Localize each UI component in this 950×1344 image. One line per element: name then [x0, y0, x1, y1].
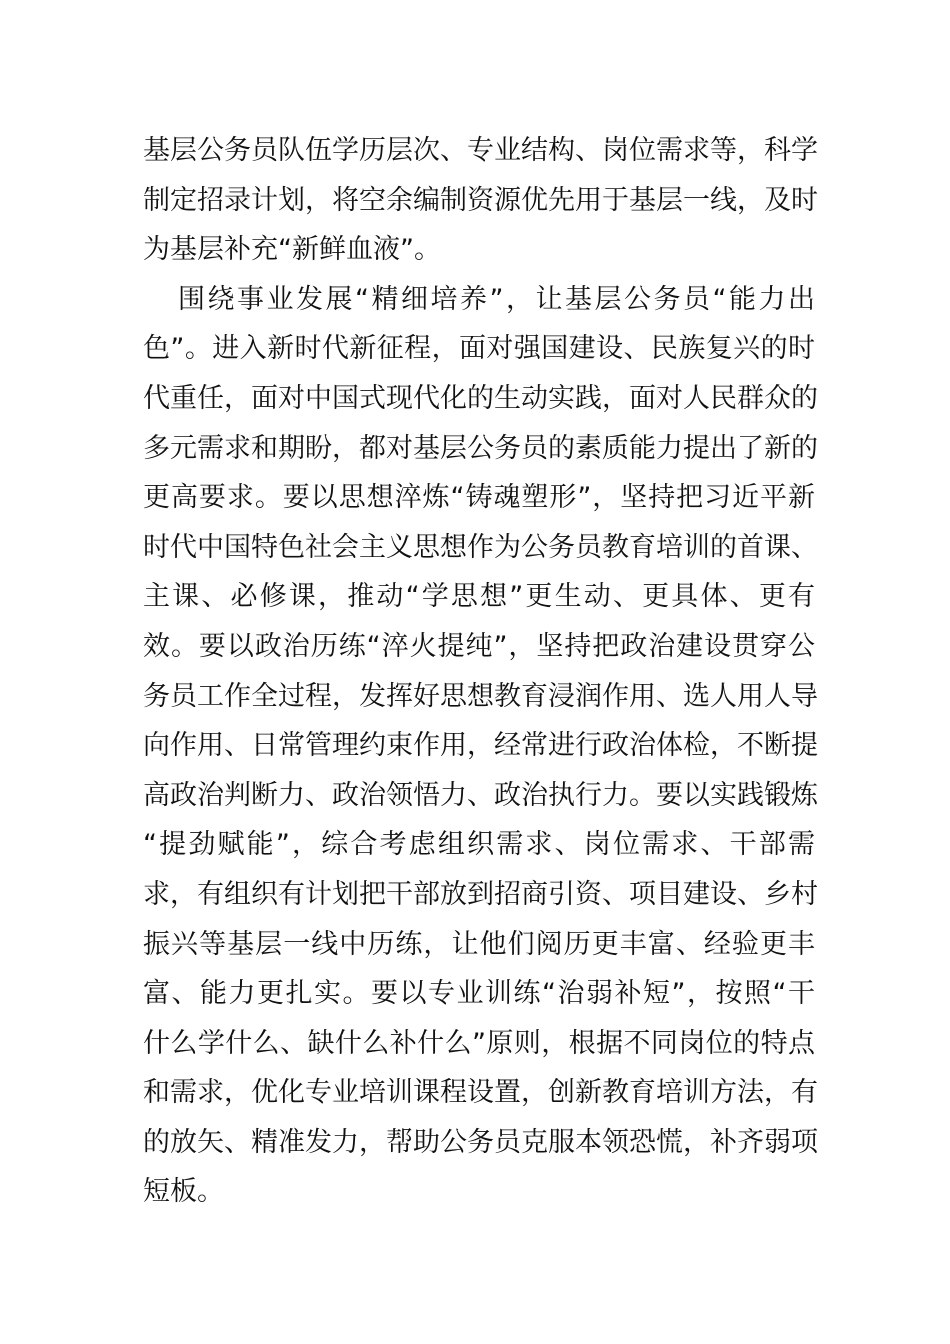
text-line: 色”。进入新时代新征程，面对强国建设、民族复兴的时: [143, 333, 815, 365]
text-line: 主课、必修课，推动“学思想”更生动、更具体、更有: [143, 581, 815, 613]
text-line: 为基层补充“新鲜血液”。: [143, 234, 441, 266]
text-line: 高政治判断力、政治领悟力、政治执行力。要以实践锻炼: [143, 779, 818, 811]
body-text: [143, 126, 818, 1217]
text-line: 时代中国特色社会主义思想作为公务员教育培训的首课、: [143, 531, 818, 563]
text-line: 求，有组织有计划把干部放到招商引资、项目建设、乡村: [143, 878, 818, 910]
paragraph-2: [143, 275, 818, 1217]
text-line: 围绕事业发展“精细培养”，让基层公务员“能力出: [178, 283, 815, 315]
paragraph-1: [143, 126, 818, 275]
text-line: 代重任，面对中国式现代化的生动实践，面对人民群众的: [143, 382, 818, 414]
text-line: 基层公务员队伍学历层次、专业结构、岗位需求等，科学: [143, 135, 818, 166]
text-line: 制定招录计划，将空余编制资源优先用于基层一线，及时: [143, 184, 818, 216]
text-line: 的放矢、精准发力，帮助公务员克服本领恐慌，补齐弱项: [143, 1126, 818, 1158]
text-line: 多元需求和期盼，都对基层公务员的素质能力提出了新的: [143, 432, 818, 464]
text-line: 短板。: [143, 1176, 224, 1208]
text-line: 富、能力更扎实。要以专业训练“治弱补短”，按照“干: [143, 978, 815, 1010]
text-line: 和需求，优化专业培训课程设置，创新教育培训方法，有: [143, 1077, 818, 1109]
text-line: 更高要求。要以思想淬炼“铸魂塑形”，坚持把习近平新: [143, 482, 815, 514]
text-line: 什么学什么、缺什么补什么”原则，根据不同岗位的特点: [143, 1027, 815, 1059]
text-line: 振兴等基层一线中历练，让他们阅历更丰富、经验更丰: [143, 928, 815, 960]
text-line: 效。要以政治历练“淬火提纯”，坚持把政治建设贯穿公: [143, 630, 815, 662]
text-line: 务员工作全过程，发挥好思想教育浸润作用、选人用人导: [143, 680, 818, 712]
text-line: 向作用、日常管理约束作用，经常进行政治体检，不断提: [143, 730, 818, 762]
text-line: “提劲赋能”，综合考虑组织需求、岗位需求、干部需: [143, 829, 815, 861]
